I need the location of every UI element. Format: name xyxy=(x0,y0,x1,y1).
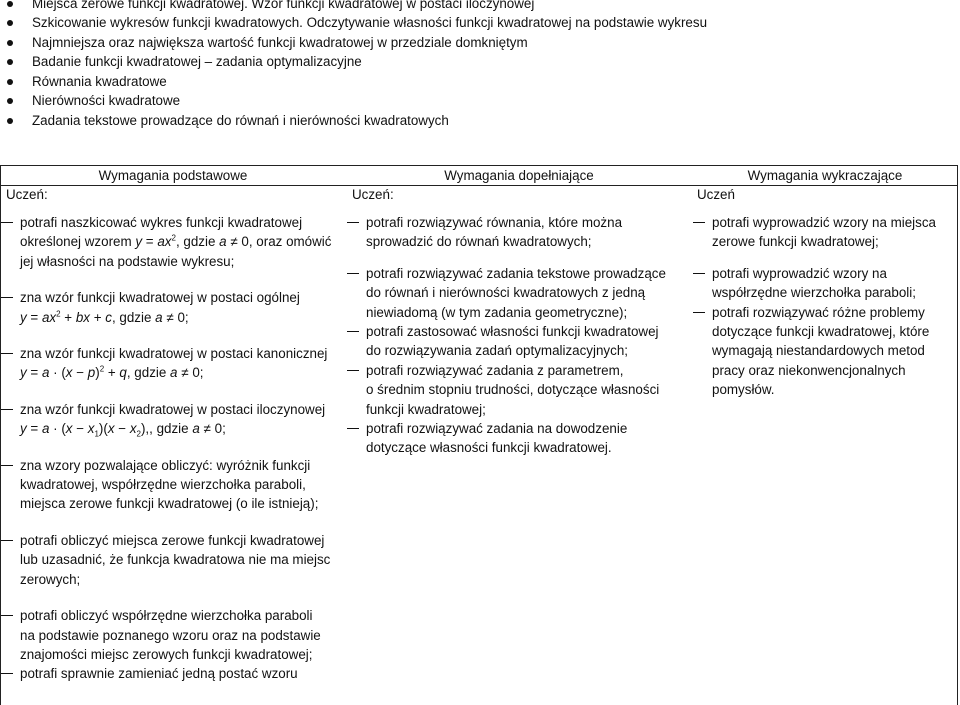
topic-item: Szkicowanie wykresów funkcji kwadratowych. Odczytywanie własności funkcji kwadratowej na podstawie wykresu xyxy=(32,13,707,33)
list-item: potrafi rozwiązywać zadania na dowodzenie dotyczące własności funkcji kwadratowej. xyxy=(346,419,691,458)
list-item: potrafi wyprowadzić wzory na współrzędne wierzchołka paraboli; xyxy=(692,264,956,303)
topic-item: Badanie funkcji kwadratowej – zadania optymalizacyjne xyxy=(32,52,362,72)
list-item: potrafi obliczyć współrzędne wierzchołka paraboli na podstawie poznanego wzoru oraz na podstawie znajomości miejsc zerowych funkcji kwadratowej; xyxy=(0,606,345,664)
table-border-right xyxy=(957,165,958,705)
list-item: potrafi zastosować własności funkcji kwadratowej do rozwiązywania zadań optymalizacyjnych; xyxy=(346,322,691,361)
list-item: potrafi wyprowadzić wzory na miejsca zerowe funkcji kwadratowej; xyxy=(692,213,956,252)
topic-item: Zadania tekstowe prowadzące do równań i nierówności kwadratowych xyxy=(32,111,449,131)
list-item: zna wzór funkcji kwadratowej w postaci kanonicznej $y = a \cdot (x - p)^2 + q$, gdzie a ≠ 0; xyxy=(0,344,345,383)
list-item: potrafi naszkicować wykres funkcji kwadratowej określonej wzorem $y = ax^2$, gdzie a ≠ 0, oraz omówić jej własności na podstawie wykresu; xyxy=(0,213,345,271)
column-advanced xyxy=(692,213,956,400)
list-item: potrafi rozwiązywać zadania tekstowe prowadzące do równań i nierówności kwadratowych z jedną niewiadomą (w tym zadania geometryczne); xyxy=(346,264,691,322)
uczen-label-extended: Uczeń: xyxy=(352,187,394,202)
header-extended: Wymagania dopełniające xyxy=(444,168,594,183)
list-item: zna wzór funkcji kwadratowej w postaci iloczynowej $y = a \cdot (x - x_1)(x - x_2)$,, gdzie a ≠ 0; xyxy=(0,400,345,439)
column-extended xyxy=(346,213,691,458)
topic-item: Najmniejsza oraz największa wartość funkcji kwadratowej w przedziale domkniętym xyxy=(32,33,528,53)
table-border-top xyxy=(0,165,958,166)
requirements-table xyxy=(0,165,958,705)
topic-item: Miejsca zerowe funkcji kwadratowej. Wzór funkcji kwadratowej w postaci iloczynowej xyxy=(32,0,534,14)
uczen-label-advanced: Uczeń xyxy=(697,187,735,202)
list-item: potrafi obliczyć miejsca zerowe funkcji kwadratowej lub uzasadnić, że funkcja kwadratowa nie ma miejsc zerowych; xyxy=(0,531,345,589)
header-advanced: Wymagania wykraczające xyxy=(747,168,903,183)
header-basic: Wymagania podstawowe xyxy=(98,168,248,183)
topic-item: Równania kwadratowe xyxy=(32,72,167,92)
list-item: potrafi rozwiązywać różne problemy dotyczące funkcji kwadratowej, które wymagają niestandardowych metod pracy oraz niekonwencjonalnych pomysłów. xyxy=(692,303,956,400)
list-item: zna wzory pozwalające obliczyć: wyróżnik funkcji kwadratowej, współrzędne wierzchołka paraboli, miejsca zerowe funkcji kwadratowej (o ile istnieją); xyxy=(0,456,345,514)
list-item: potrafi sprawnie zamieniać jedną postać wzoru xyxy=(0,664,345,683)
header-divider xyxy=(0,185,958,186)
topic-item: Nierówności kwadratowe xyxy=(32,91,180,111)
column-basic xyxy=(0,213,345,684)
list-item: zna wzór funkcji kwadratowej w postaci ogólnej $y = ax^2$ + bx + c, gdzie a ≠ 0; xyxy=(0,288,345,327)
uczen-label-basic: Uczeń: xyxy=(6,187,48,202)
list-item: potrafi rozwiązywać zadania z parametrem, o średnim stopniu trudności, dotyczące własności funkcji kwadratowej; xyxy=(346,361,691,419)
list-item: potrafi rozwiązywać równania, które można sprowadzić do równań kwadratowych; xyxy=(346,213,691,252)
